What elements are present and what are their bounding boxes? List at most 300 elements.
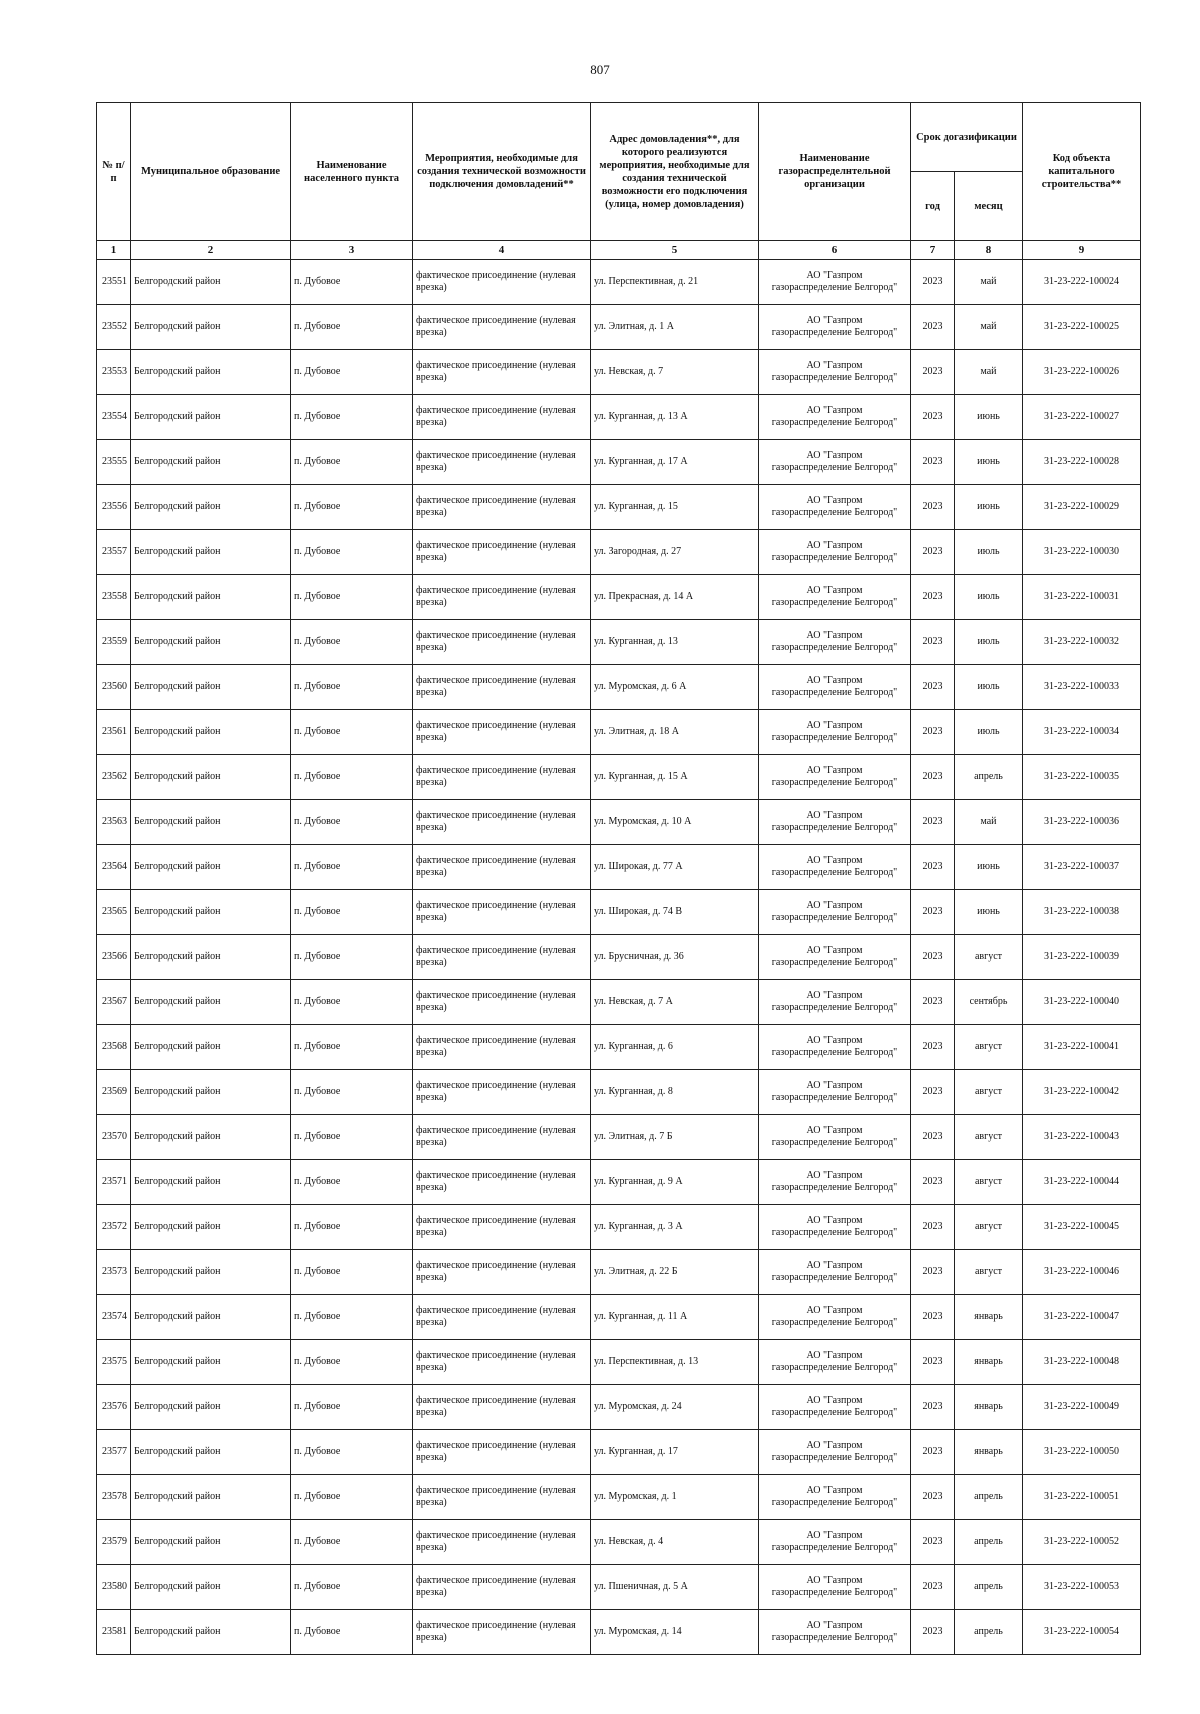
cell-row-number: 23567 (97, 980, 131, 1025)
header-column-number: 5 (591, 241, 759, 260)
cell-address: ул. Элитная, д. 1 А (591, 305, 759, 350)
cell-month: январь (955, 1340, 1023, 1385)
cell-municipality: Белгородский район (131, 980, 291, 1025)
cell-year: 2023 (911, 440, 955, 485)
cell-row-number: 23563 (97, 800, 131, 845)
cell-organization (759, 710, 911, 755)
table-row (97, 1520, 1141, 1565)
cell-year: 2023 (911, 1070, 955, 1115)
cell-organization (759, 575, 911, 620)
cell-row-number: 23581 (97, 1610, 131, 1655)
cell-municipality: Белгородский район (131, 1025, 291, 1070)
cell-municipality: Белгородский район (131, 1070, 291, 1115)
cell-row-number: 23568 (97, 1025, 131, 1070)
organization-line-2: газораспределение Белгород" (771, 732, 898, 743)
cell-settlement: п. Дубовое (291, 1610, 413, 1655)
table-row (97, 1475, 1141, 1520)
cell-settlement: п. Дубовое (291, 1115, 413, 1160)
table-row (97, 1385, 1141, 1430)
cell-settlement: п. Дубовое (291, 1025, 413, 1070)
cell-month: июнь (955, 890, 1023, 935)
cell-month: июль (955, 530, 1023, 575)
organization-line-1: АО "Газпром (806, 270, 863, 281)
table-row (97, 935, 1141, 980)
cell-row-number: 23561 (97, 710, 131, 755)
cell-event: фактическое присоединение (нулевая врезка) (413, 1070, 591, 1115)
cell-object-code: 31-23-222-100041 (1023, 1025, 1141, 1070)
organization-line-2: газораспределение Белгород" (771, 867, 898, 878)
cell-row-number: 23573 (97, 1250, 131, 1295)
cell-row-number: 23566 (97, 935, 131, 980)
header-column-number: 6 (759, 241, 911, 260)
cell-month: апрель (955, 755, 1023, 800)
cell-object-code: 31-23-222-100053 (1023, 1565, 1141, 1610)
organization-line-2: газораспределение Белгород" (771, 1542, 898, 1553)
cell-month: июнь (955, 395, 1023, 440)
cell-row-number: 23556 (97, 485, 131, 530)
organization-line-1: АО "Газпром (806, 1125, 863, 1136)
cell-event: фактическое присоединение (нулевая врезка) (413, 1115, 591, 1160)
cell-address: ул. Муромская, д. 10 А (591, 800, 759, 845)
cell-address: ул. Широкая, д. 77 А (591, 845, 759, 890)
cell-organization (759, 1340, 911, 1385)
cell-municipality: Белгородский район (131, 1520, 291, 1565)
cell-event: фактическое присоединение (нулевая врезка) (413, 260, 591, 305)
cell-settlement: п. Дубовое (291, 1205, 413, 1250)
cell-address: ул. Курганная, д. 17 А (591, 440, 759, 485)
cell-municipality: Белгородский район (131, 1115, 291, 1160)
cell-year: 2023 (911, 845, 955, 890)
cell-municipality: Белгородский район (131, 1385, 291, 1430)
table-row (97, 665, 1141, 710)
cell-event: фактическое присоединение (нулевая врезка) (413, 1250, 591, 1295)
cell-settlement: п. Дубовое (291, 1340, 413, 1385)
cell-settlement: п. Дубовое (291, 530, 413, 575)
table-row (97, 980, 1141, 1025)
cell-municipality: Белгородский район (131, 620, 291, 665)
cell-organization (759, 980, 911, 1025)
organization-line-2: газораспределение Белгород" (771, 822, 898, 833)
header-month: месяц (955, 172, 1023, 241)
cell-address: ул. Невская, д. 7 А (591, 980, 759, 1025)
organization-line-2: газораспределение Белгород" (771, 552, 898, 563)
cell-row-number: 23575 (97, 1340, 131, 1385)
cell-settlement: п. Дубовое (291, 485, 413, 530)
cell-year: 2023 (911, 710, 955, 755)
organization-line-1: АО "Газпром (806, 1620, 863, 1631)
organization-line-2: газораспределение Белгород" (771, 642, 898, 653)
cell-row-number: 23572 (97, 1205, 131, 1250)
cell-settlement: п. Дубовое (291, 260, 413, 305)
organization-line-1: АО "Газпром (806, 765, 863, 776)
cell-event: фактическое присоединение (нулевая врезка) (413, 980, 591, 1025)
cell-year: 2023 (911, 350, 955, 395)
table-row (97, 395, 1141, 440)
cell-address: ул. Курганная, д. 8 (591, 1070, 759, 1115)
cell-organization (759, 1250, 911, 1295)
cell-settlement: п. Дубовое (291, 440, 413, 485)
cell-address: ул. Курганная, д. 15 (591, 485, 759, 530)
cell-month: август (955, 1115, 1023, 1160)
cell-event: фактическое присоединение (нулевая врезка) (413, 1340, 591, 1385)
cell-month: январь (955, 1295, 1023, 1340)
cell-row-number: 23574 (97, 1295, 131, 1340)
header-object-code: Код объекта капитального строительства** (1023, 103, 1141, 241)
cell-event: фактическое присоединение (нулевая врезка) (413, 575, 591, 620)
organization-line-2: газораспределение Белгород" (771, 1272, 898, 1283)
cell-year: 2023 (911, 1385, 955, 1430)
cell-month: апрель (955, 1610, 1023, 1655)
cell-organization (759, 440, 911, 485)
cell-organization (759, 260, 911, 305)
cell-year: 2023 (911, 1160, 955, 1205)
cell-municipality: Белгородский район (131, 305, 291, 350)
cell-object-code: 31-23-222-100046 (1023, 1250, 1141, 1295)
cell-settlement: п. Дубовое (291, 575, 413, 620)
cell-year: 2023 (911, 575, 955, 620)
cell-municipality: Белгородский район (131, 710, 291, 755)
cell-month: июль (955, 710, 1023, 755)
cell-settlement: п. Дубовое (291, 1250, 413, 1295)
cell-settlement: п. Дубовое (291, 935, 413, 980)
table-row (97, 1160, 1141, 1205)
cell-organization (759, 395, 911, 440)
cell-month: январь (955, 1430, 1023, 1475)
table-row (97, 800, 1141, 845)
organization-line-2: газораспределение Белгород" (771, 687, 898, 698)
cell-settlement: п. Дубовое (291, 845, 413, 890)
cell-object-code: 31-23-222-100042 (1023, 1070, 1141, 1115)
cell-object-code: 31-23-222-100039 (1023, 935, 1141, 980)
cell-object-code: 31-23-222-100038 (1023, 890, 1141, 935)
cell-event: фактическое присоединение (нулевая врезка) (413, 1475, 591, 1520)
header-column-number: 9 (1023, 241, 1141, 260)
cell-settlement: п. Дубовое (291, 620, 413, 665)
cell-municipality: Белгородский район (131, 1565, 291, 1610)
cell-organization (759, 1205, 911, 1250)
cell-month: май (955, 350, 1023, 395)
organization-line-1: АО "Газпром (806, 1170, 863, 1181)
table-row (97, 710, 1141, 755)
cell-year: 2023 (911, 1295, 955, 1340)
header-event: Мероприятия, необходимые для создания технической возможности подключения домовладений** (413, 103, 591, 241)
cell-settlement: п. Дубовое (291, 350, 413, 395)
organization-line-2: газораспределение Белгород" (771, 957, 898, 968)
cell-row-number: 23564 (97, 845, 131, 890)
cell-organization (759, 1475, 911, 1520)
cell-object-code: 31-23-222-100050 (1023, 1430, 1141, 1475)
cell-year: 2023 (911, 305, 955, 350)
cell-settlement: п. Дубовое (291, 980, 413, 1025)
cell-month: июнь (955, 845, 1023, 890)
cell-event: фактическое присоединение (нулевая врезка) (413, 755, 591, 800)
cell-year: 2023 (911, 620, 955, 665)
cell-municipality: Белгородский район (131, 350, 291, 395)
cell-organization (759, 1160, 911, 1205)
cell-object-code: 31-23-222-100037 (1023, 845, 1141, 890)
cell-organization (759, 1430, 911, 1475)
cell-year: 2023 (911, 890, 955, 935)
cell-organization (759, 530, 911, 575)
table-row (97, 1295, 1141, 1340)
cell-address: ул. Элитная, д. 18 А (591, 710, 759, 755)
organization-line-2: газораспределение Белгород" (771, 1182, 898, 1193)
cell-object-code: 31-23-222-100048 (1023, 1340, 1141, 1385)
cell-organization (759, 620, 911, 665)
table-row (97, 1610, 1141, 1655)
table-row (97, 260, 1141, 305)
cell-object-code: 31-23-222-100047 (1023, 1295, 1141, 1340)
cell-row-number: 23553 (97, 350, 131, 395)
table-row (97, 1340, 1141, 1385)
cell-organization (759, 1025, 911, 1070)
cell-object-code: 31-23-222-100045 (1023, 1205, 1141, 1250)
cell-municipality: Белгородский район (131, 845, 291, 890)
table-row (97, 1025, 1141, 1070)
cell-event: фактическое присоединение (нулевая врезка) (413, 665, 591, 710)
cell-object-code: 31-23-222-100027 (1023, 395, 1141, 440)
cell-settlement: п. Дубовое (291, 710, 413, 755)
cell-row-number: 23579 (97, 1520, 131, 1565)
cell-row-number: 23565 (97, 890, 131, 935)
organization-line-2: газораспределение Белгород" (771, 1632, 898, 1643)
cell-address: ул. Муромская, д. 14 (591, 1610, 759, 1655)
cell-settlement: п. Дубовое (291, 755, 413, 800)
cell-organization (759, 485, 911, 530)
table-row (97, 620, 1141, 665)
organization-line-1: АО "Газпром (806, 1485, 863, 1496)
organization-line-1: АО "Газпром (806, 1350, 863, 1361)
cell-object-code: 31-23-222-100034 (1023, 710, 1141, 755)
cell-event: фактическое присоединение (нулевая врезка) (413, 350, 591, 395)
cell-address: ул. Широкая, д. 74 В (591, 890, 759, 935)
cell-municipality: Белгородский район (131, 935, 291, 980)
table-header (97, 103, 1141, 260)
organization-line-1: АО "Газпром (806, 1305, 863, 1316)
header-settlement: Наименование населенного пункта (291, 103, 413, 241)
cell-object-code: 31-23-222-100031 (1023, 575, 1141, 620)
cell-row-number: 23577 (97, 1430, 131, 1475)
cell-row-number: 23551 (97, 260, 131, 305)
cell-object-code: 31-23-222-100040 (1023, 980, 1141, 1025)
organization-line-1: АО "Газпром (806, 630, 863, 641)
cell-address: ул. Курганная, д. 6 (591, 1025, 759, 1070)
cell-organization (759, 1115, 911, 1160)
header-column-numbers (97, 241, 1141, 260)
cell-municipality: Белгородский район (131, 260, 291, 305)
organization-line-2: газораспределение Белгород" (771, 1137, 898, 1148)
cell-settlement: п. Дубовое (291, 1565, 413, 1610)
cell-row-number: 23557 (97, 530, 131, 575)
cell-year: 2023 (911, 1250, 955, 1295)
cell-object-code: 31-23-222-100036 (1023, 800, 1141, 845)
cell-address: ул. Курганная, д. 13 А (591, 395, 759, 440)
table-body (97, 260, 1141, 1655)
cell-organization (759, 1385, 911, 1430)
cell-address: ул. Перспективная, д. 13 (591, 1340, 759, 1385)
organization-line-2: газораспределение Белгород" (771, 1227, 898, 1238)
cell-object-code: 31-23-222-100030 (1023, 530, 1141, 575)
organization-line-1: АО "Газпром (806, 1395, 863, 1406)
organization-line-2: газораспределение Белгород" (771, 1407, 898, 1418)
cell-object-code: 31-23-222-100024 (1023, 260, 1141, 305)
header-municipality: Муниципальное образование (131, 103, 291, 241)
cell-event: фактическое присоединение (нулевая врезка) (413, 1385, 591, 1430)
cell-address: ул. Муромская, д. 1 (591, 1475, 759, 1520)
organization-line-1: АО "Газпром (806, 855, 863, 866)
cell-settlement: п. Дубовое (291, 305, 413, 350)
cell-municipality: Белгородский район (131, 575, 291, 620)
organization-line-1: АО "Газпром (806, 450, 863, 461)
organization-line-2: газораспределение Белгород" (771, 1092, 898, 1103)
table-row (97, 1250, 1141, 1295)
table-row (97, 890, 1141, 935)
cell-month: июль (955, 665, 1023, 710)
organization-line-2: газораспределение Белгород" (771, 1497, 898, 1508)
table-row (97, 845, 1141, 890)
cell-year: 2023 (911, 485, 955, 530)
organization-line-2: газораспределение Белгород" (771, 1317, 898, 1328)
cell-month: август (955, 935, 1023, 980)
table-row (97, 440, 1141, 485)
organization-line-1: АО "Газпром (806, 1035, 863, 1046)
cell-organization (759, 1565, 911, 1610)
cell-municipality: Белгородский район (131, 530, 291, 575)
table-row (97, 575, 1141, 620)
cell-row-number: 23558 (97, 575, 131, 620)
cell-year: 2023 (911, 1205, 955, 1250)
cell-month: август (955, 1070, 1023, 1115)
cell-year: 2023 (911, 1565, 955, 1610)
organization-line-1: АО "Газпром (806, 1080, 863, 1091)
header-column-number: 4 (413, 241, 591, 260)
cell-address: ул. Курганная, д. 9 А (591, 1160, 759, 1205)
organization-line-1: АО "Газпром (806, 360, 863, 371)
organization-line-1: АО "Газпром (806, 990, 863, 1001)
cell-organization (759, 845, 911, 890)
organization-line-2: газораспределение Белгород" (771, 1362, 898, 1373)
organization-line-1: АО "Газпром (806, 900, 863, 911)
cell-organization (759, 800, 911, 845)
cell-organization (759, 755, 911, 800)
cell-event: фактическое присоединение (нулевая врезка) (413, 1610, 591, 1655)
cell-address: ул. Муромская, д. 24 (591, 1385, 759, 1430)
organization-line-1: АО "Газпром (806, 405, 863, 416)
cell-event: фактическое присоединение (нулевая врезка) (413, 485, 591, 530)
cell-address: ул. Невская, д. 4 (591, 1520, 759, 1565)
cell-row-number: 23571 (97, 1160, 131, 1205)
table-row (97, 1205, 1141, 1250)
organization-line-1: АО "Газпром (806, 495, 863, 506)
organization-line-1: АО "Газпром (806, 1530, 863, 1541)
organization-line-2: газораспределение Белгород" (771, 327, 898, 338)
gasification-table (96, 102, 1141, 1655)
cell-address: ул. Курганная, д. 3 А (591, 1205, 759, 1250)
cell-month: август (955, 1025, 1023, 1070)
cell-settlement: п. Дубовое (291, 1475, 413, 1520)
cell-municipality: Белгородский район (131, 1250, 291, 1295)
cell-settlement: п. Дубовое (291, 395, 413, 440)
cell-object-code: 31-23-222-100033 (1023, 665, 1141, 710)
cell-row-number: 23580 (97, 1565, 131, 1610)
cell-address: ул. Курганная, д. 17 (591, 1430, 759, 1475)
cell-event: фактическое присоединение (нулевая врезка) (413, 530, 591, 575)
cell-organization (759, 1610, 911, 1655)
cell-month: апрель (955, 1565, 1023, 1610)
cell-year: 2023 (911, 395, 955, 440)
cell-month: июль (955, 575, 1023, 620)
organization-line-1: АО "Газпром (806, 540, 863, 551)
table-row (97, 485, 1141, 530)
cell-address: ул. Элитная, д. 22 Б (591, 1250, 759, 1295)
cell-event: фактическое присоединение (нулевая врезка) (413, 1520, 591, 1565)
cell-address: ул. Пшеничная, д. 5 А (591, 1565, 759, 1610)
cell-municipality: Белгородский район (131, 1475, 291, 1520)
cell-event: фактическое присоединение (нулевая врезка) (413, 1160, 591, 1205)
cell-event: фактическое присоединение (нулевая врезка) (413, 1205, 591, 1250)
cell-year: 2023 (911, 530, 955, 575)
cell-event: фактическое присоединение (нулевая врезка) (413, 395, 591, 440)
organization-line-1: АО "Газпром (806, 810, 863, 821)
cell-event: фактическое присоединение (нулевая врезка) (413, 1430, 591, 1475)
cell-year: 2023 (911, 1475, 955, 1520)
organization-line-1: АО "Газпром (806, 585, 863, 596)
cell-organization (759, 1295, 911, 1340)
cell-event: фактическое присоединение (нулевая врезка) (413, 890, 591, 935)
cell-row-number: 23552 (97, 305, 131, 350)
cell-month: июнь (955, 440, 1023, 485)
cell-municipality: Белгородский район (131, 1205, 291, 1250)
cell-municipality: Белгородский район (131, 665, 291, 710)
cell-object-code: 31-23-222-100025 (1023, 305, 1141, 350)
cell-row-number: 23570 (97, 1115, 131, 1160)
page-number: 807 (590, 62, 610, 77)
organization-line-2: газораспределение Белгород" (771, 282, 898, 293)
cell-month: август (955, 1250, 1023, 1295)
cell-municipality: Белгородский район (131, 1295, 291, 1340)
header-column-number: 3 (291, 241, 413, 260)
cell-event: фактическое присоединение (нулевая врезка) (413, 845, 591, 890)
cell-municipality: Белгородский район (131, 1340, 291, 1385)
cell-row-number: 23560 (97, 665, 131, 710)
header-address: Адрес домовладения**, для которого реализуются мероприятия, необходимые для создания технической возможности его подключения (улица, номер домовладения) (591, 103, 759, 241)
cell-settlement: п. Дубовое (291, 1160, 413, 1205)
cell-settlement: п. Дубовое (291, 1295, 413, 1340)
cell-month: август (955, 1160, 1023, 1205)
cell-municipality: Белгородский район (131, 1430, 291, 1475)
cell-month: сентябрь (955, 980, 1023, 1025)
organization-line-2: газораспределение Белгород" (771, 1047, 898, 1058)
cell-month: май (955, 800, 1023, 845)
cell-event: фактическое присоединение (нулевая врезка) (413, 800, 591, 845)
header-column-number: 2 (131, 241, 291, 260)
cell-year: 2023 (911, 1430, 955, 1475)
cell-year: 2023 (911, 980, 955, 1025)
organization-line-1: АО "Газпром (806, 675, 863, 686)
organization-line-1: АО "Газпром (806, 1215, 863, 1226)
cell-address: ул. Загородная, д. 27 (591, 530, 759, 575)
organization-line-2: газораспределение Белгород" (771, 597, 898, 608)
cell-year: 2023 (911, 1610, 955, 1655)
cell-year: 2023 (911, 935, 955, 980)
organization-line-1: АО "Газпром (806, 720, 863, 731)
cell-settlement: п. Дубовое (291, 1430, 413, 1475)
header-column-number: 7 (911, 241, 955, 260)
cell-event: фактическое присоединение (нулевая врезка) (413, 620, 591, 665)
cell-organization (759, 665, 911, 710)
cell-year: 2023 (911, 1520, 955, 1565)
cell-organization (759, 350, 911, 395)
